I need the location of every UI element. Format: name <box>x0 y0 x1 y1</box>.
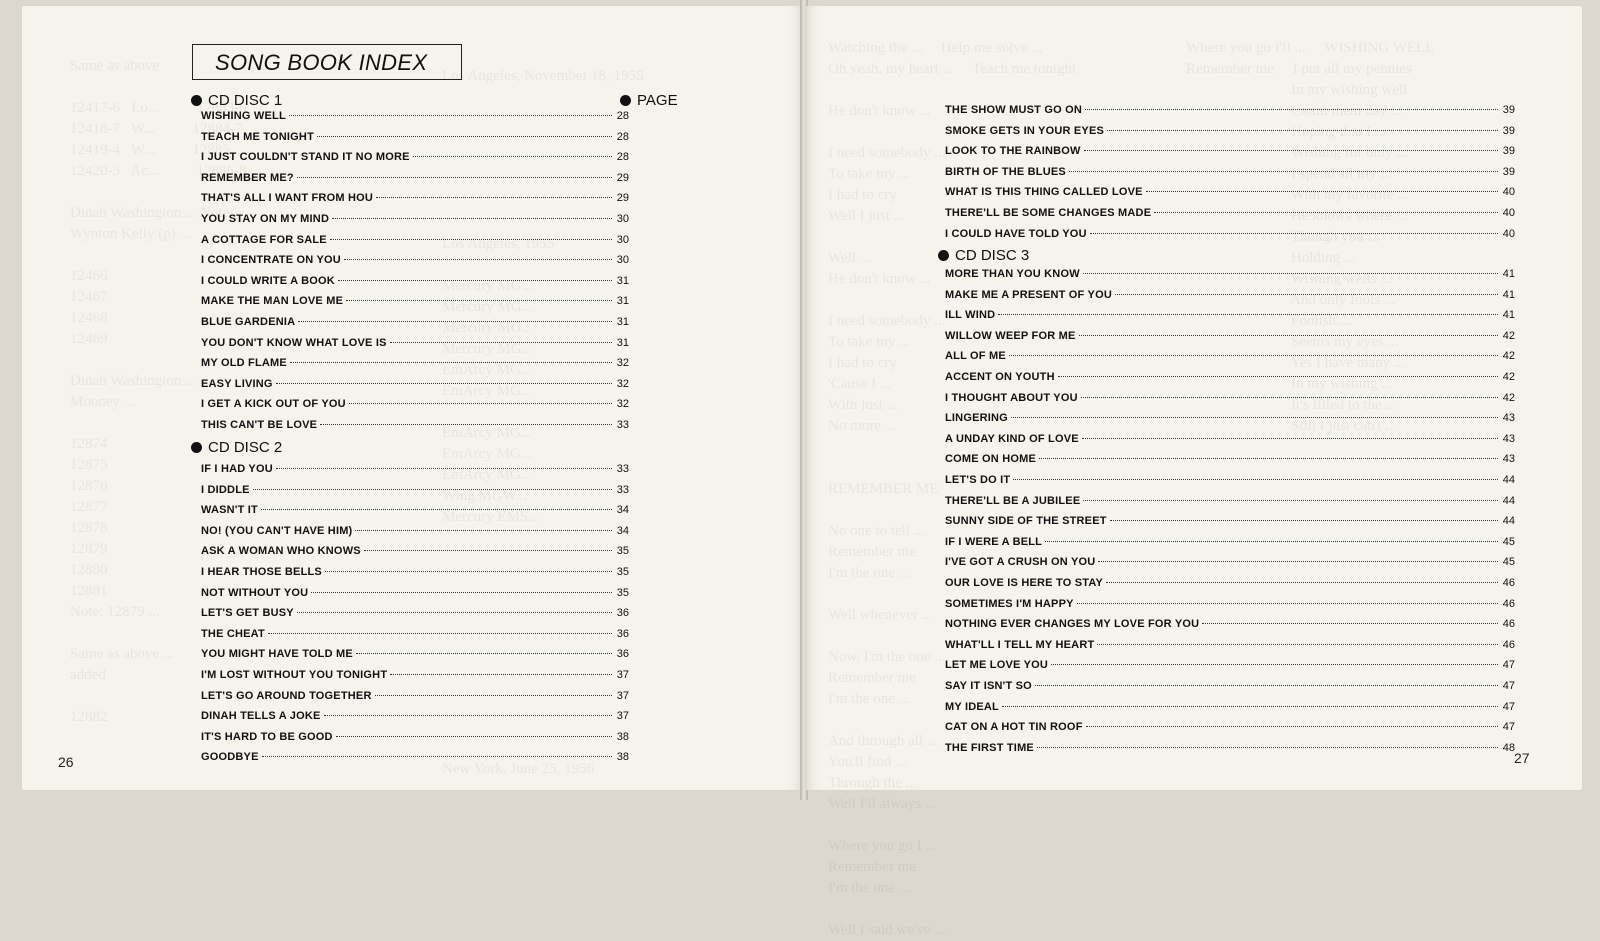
dot-leader <box>1002 706 1498 707</box>
song-title: EASY LIVING <box>201 377 273 390</box>
song-title: ACCENT ON YOUTH <box>945 371 1055 383</box>
dot-leader <box>1098 561 1498 562</box>
song-page: 40 <box>1502 207 1515 219</box>
dot-leader <box>1146 191 1498 192</box>
index-entry <box>945 680 1515 698</box>
index-entry <box>201 587 629 605</box>
song-page: 40 <box>1502 227 1515 240</box>
index-entry <box>201 192 629 210</box>
song-page: 30 <box>616 233 629 246</box>
song-page: 44 <box>1502 515 1515 528</box>
song-page: 37 <box>616 689 629 702</box>
song-page: 35 <box>616 545 629 558</box>
song-page: 40 <box>1502 186 1515 199</box>
dot-leader <box>1107 130 1498 131</box>
song-title: ASK A WOMAN WHO KNOWS <box>201 545 361 558</box>
page-heading-label: PAGE <box>637 92 678 109</box>
index-entry <box>945 309 1515 327</box>
index-entry <box>945 639 1515 657</box>
song-page: 37 <box>616 669 629 681</box>
dot-leader <box>390 342 612 343</box>
song-page: 28 <box>616 110 629 122</box>
song-page: 39 <box>1502 165 1515 178</box>
index-entry <box>201 690 629 708</box>
index-entry <box>945 453 1515 471</box>
song-page: 30 <box>616 213 629 225</box>
index-entry <box>201 669 629 687</box>
song-title: DINAH TELLS A JOKE <box>201 710 321 723</box>
dot-leader <box>338 280 612 281</box>
dot-leader <box>390 674 612 675</box>
song-page: 37 <box>616 710 629 723</box>
song-page: 45 <box>1502 556 1515 569</box>
index-entry <box>201 213 629 231</box>
song-page: 47 <box>1502 700 1515 713</box>
dot-leader <box>1009 355 1498 356</box>
index-entry <box>945 412 1515 430</box>
song-title: IF I HAD YOU <box>201 463 273 475</box>
index-entry <box>945 536 1515 554</box>
song-title: WHAT'LL I TELL MY HEART <box>945 638 1095 651</box>
song-title: MAKE THE MAN LOVE ME <box>201 295 344 308</box>
song-page: 34 <box>616 504 629 517</box>
index-entry <box>201 337 629 355</box>
song-title: COME ON HOME <box>945 453 1037 466</box>
disc1-heading <box>191 92 282 109</box>
bleed-through-text: Same as above 12417-6 Lo... 12883-6 12418-7 W... 12884-7 12419-4 W... 12885 12420-3 Ac... 12886-8 Dinah Washington ... Notes Wynton Kelly (p) ... 12466 12467 12468 12469 Dinah Washington ... Mooney ... 12874 12875 12876 12877 12878 12879 12880 12881 Note: 12879 ... Same as above ... added 12882 <box>70 58 247 725</box>
index-entry <box>201 151 629 169</box>
song-page: 46 <box>1502 577 1515 589</box>
dot-leader <box>376 197 612 198</box>
song-page: 33 <box>616 483 629 496</box>
song-page: 32 <box>616 398 629 411</box>
index-entry <box>201 751 629 769</box>
index-entry <box>945 350 1515 368</box>
index-entry <box>201 419 629 437</box>
page-number: 26 <box>58 754 74 770</box>
song-title: YOU STAY ON MY MIND <box>201 213 330 225</box>
dot-leader <box>262 756 612 757</box>
dot-leader <box>311 592 612 593</box>
index-entry <box>201 378 629 396</box>
song-title: I'M LOST WITHOUT YOU TONIGHT <box>201 669 388 681</box>
song-title: THIS CAN'T BE LOVE <box>201 419 318 431</box>
song-title: I CONCENTRATE ON YOU <box>201 254 341 267</box>
dot-leader <box>1069 171 1498 172</box>
song-title: SMOKE GETS IN YOUR EYES <box>945 124 1105 137</box>
right-page <box>806 6 1582 938</box>
song-page: 45 <box>1502 535 1515 548</box>
song-title: ILL WIND <box>945 309 996 322</box>
dot-leader <box>1106 582 1498 583</box>
index-entry <box>201 463 629 481</box>
dot-leader <box>330 239 612 240</box>
dot-leader <box>276 468 612 469</box>
song-title: A COTTAGE FOR SALE <box>201 233 327 246</box>
song-title: THERE'LL BE A JUBILEE <box>945 494 1081 507</box>
index-title: SONG BOOK INDEX <box>215 50 428 75</box>
page-column-heading <box>620 92 678 109</box>
index-entry <box>945 289 1515 307</box>
song-page: 46 <box>1502 597 1515 610</box>
song-title: MAKE ME A PRESENT OF YOU <box>945 288 1112 301</box>
dot-leader <box>1039 458 1498 459</box>
dot-leader <box>289 115 612 116</box>
dot-leader <box>1013 479 1498 480</box>
song-title: I GET A KICK OUT OF YOU <box>201 398 346 411</box>
song-page: 38 <box>616 730 629 743</box>
index-entry <box>201 254 629 272</box>
song-page: 29 <box>616 171 629 184</box>
dot-leader <box>1045 541 1498 542</box>
index-entry <box>945 371 1515 389</box>
song-page: 33 <box>616 419 629 431</box>
dot-leader <box>375 695 612 696</box>
song-title: GOODBYE <box>201 751 259 764</box>
song-title: THE CHEAT <box>201 627 265 640</box>
index-entry <box>201 607 629 625</box>
dot-leader <box>298 321 612 322</box>
song-title: THAT'S ALL I WANT FROM HOU <box>201 192 373 205</box>
song-page: 34 <box>616 524 629 537</box>
song-title: MORE THAN YOU KNOW <box>945 268 1080 280</box>
index-entry <box>201 710 629 728</box>
song-title: WASN'T IT <box>201 504 258 517</box>
index-entry <box>201 628 629 646</box>
index-entry <box>201 504 629 522</box>
dot-leader <box>276 383 612 384</box>
dot-leader <box>1090 233 1498 234</box>
song-page: 30 <box>616 254 629 267</box>
song-title: NOT WITHOUT YOU <box>201 586 309 599</box>
dot-leader <box>1110 520 1498 521</box>
song-title: I DIDDLE <box>201 483 250 496</box>
song-page: 42 <box>1502 391 1515 404</box>
index-entry <box>945 515 1515 533</box>
disc3-heading <box>938 247 1029 264</box>
dot-leader <box>1083 500 1498 501</box>
song-title: IF I WERE A BELL <box>945 535 1043 548</box>
dot-leader <box>253 489 612 490</box>
index-entry <box>201 357 629 375</box>
dot-leader <box>364 550 612 551</box>
song-title: THE FIRST TIME <box>945 741 1034 754</box>
song-page: 36 <box>616 627 629 640</box>
index-entry <box>945 598 1515 616</box>
index-entry <box>945 186 1515 204</box>
left-page <box>22 6 802 790</box>
song-page: 42 <box>1502 371 1515 383</box>
dot-leader <box>1084 150 1498 151</box>
song-title: REMEMBER ME? <box>201 171 294 184</box>
index-entry <box>945 495 1515 513</box>
index-entry <box>201 398 629 416</box>
dot-leader <box>324 715 612 716</box>
song-page: 44 <box>1502 474 1515 486</box>
index-entry <box>945 228 1515 246</box>
index-entry <box>945 618 1515 636</box>
index-title-box <box>192 44 462 80</box>
song-title: SOMETIMES I'M HAPPY <box>945 597 1074 610</box>
dot-leader <box>349 403 612 404</box>
song-title: LET'S GET BUSY <box>201 607 294 620</box>
song-page: 46 <box>1502 638 1515 651</box>
dot-leader <box>1058 376 1498 377</box>
song-page: 39 <box>1502 104 1515 116</box>
song-title: ALL OF ME <box>945 350 1006 363</box>
disc1-label: CD DISC 1 <box>208 92 283 109</box>
dot-leader <box>1085 109 1498 110</box>
index-entry <box>945 659 1515 677</box>
index-entry <box>945 577 1515 595</box>
dot-leader <box>998 314 1498 315</box>
dot-leader <box>1154 212 1498 213</box>
song-page: 43 <box>1502 412 1515 425</box>
song-title: LINGERING <box>945 412 1008 425</box>
dot-leader <box>1202 623 1498 624</box>
index-entry <box>945 330 1515 348</box>
index-entry <box>201 484 629 502</box>
song-title: LET'S GO AROUND TOGETHER <box>201 689 372 702</box>
dot-leader <box>1077 603 1498 604</box>
index-entry <box>945 125 1515 143</box>
song-title: I THOUGHT ABOUT YOU <box>945 391 1078 404</box>
dot-leader <box>297 177 612 178</box>
index-entry <box>945 207 1515 225</box>
index-entry <box>201 234 629 252</box>
dot-leader <box>356 653 612 654</box>
song-title: SUNNY SIDE OF THE STREET <box>945 515 1107 528</box>
song-page: 44 <box>1502 494 1515 507</box>
song-page: 32 <box>616 377 629 390</box>
song-title: NO! (YOU CAN'T HAVE HIM) <box>201 524 353 537</box>
song-page: 29 <box>616 192 629 205</box>
song-page: 41 <box>1502 288 1515 301</box>
song-title: THERE'LL BE SOME CHANGES MADE <box>945 207 1152 219</box>
song-title: TEACH ME TONIGHT <box>201 130 314 143</box>
dot-leader <box>1037 747 1498 748</box>
song-page: 47 <box>1502 659 1515 672</box>
song-title: WISHING WELL <box>201 110 286 122</box>
dot-leader <box>268 633 612 634</box>
song-title: WILLOW WEEP FOR ME <box>945 329 1076 342</box>
index-entry <box>201 545 629 563</box>
index-entry <box>201 172 629 190</box>
song-page: 31 <box>616 295 629 308</box>
dot-leader <box>1081 397 1498 398</box>
song-title: I JUST COULDN'T STAND IT NO MORE <box>201 151 410 164</box>
song-page: 43 <box>1502 432 1515 445</box>
song-page: 31 <box>616 336 629 349</box>
song-page: 42 <box>1502 329 1515 342</box>
song-page: 41 <box>1502 268 1515 280</box>
song-title: LET'S DO IT <box>945 474 1011 486</box>
dot-leader <box>1035 685 1498 686</box>
song-title: I'VE GOT A CRUSH ON YOU <box>945 556 1096 569</box>
bullet-icon <box>191 95 202 106</box>
index-entry <box>945 166 1515 184</box>
song-page: 28 <box>616 130 629 143</box>
index-entry <box>201 316 629 334</box>
dot-leader <box>1051 664 1498 665</box>
song-title: LET ME LOVE YOU <box>945 659 1049 672</box>
song-page: 28 <box>616 151 629 164</box>
song-page: 33 <box>616 463 629 475</box>
song-title: BIRTH OF THE BLUES <box>945 165 1066 178</box>
song-title: MY IDEAL <box>945 700 999 713</box>
song-page: 39 <box>1502 145 1515 158</box>
song-title: YOU MIGHT HAVE TOLD ME <box>201 648 353 661</box>
song-title: LOOK TO THE RAINBOW <box>945 145 1081 158</box>
dot-leader <box>290 362 612 363</box>
index-entry <box>945 721 1515 739</box>
dot-leader <box>297 612 612 613</box>
song-title: WHAT IS THIS THING CALLED LOVE <box>945 186 1143 199</box>
song-title: SAY IT ISN'T SO <box>945 680 1032 692</box>
dot-leader <box>344 259 612 260</box>
song-title: BLUE GARDENIA <box>201 316 296 328</box>
index-entry <box>201 525 629 543</box>
song-page: 41 <box>1502 309 1515 322</box>
index-entry <box>945 268 1515 286</box>
song-page: 36 <box>616 607 629 620</box>
song-page: 31 <box>616 274 629 287</box>
song-title: IT'S HARD TO BE GOOD <box>201 730 333 743</box>
song-page: 46 <box>1502 618 1515 631</box>
song-title: I COULD WRITE A BOOK <box>201 274 335 287</box>
dot-leader <box>1097 644 1498 645</box>
dot-leader <box>346 300 612 301</box>
song-page: 43 <box>1502 453 1515 466</box>
disc2-heading <box>191 439 282 456</box>
dot-leader <box>336 736 612 737</box>
index-entry <box>945 556 1515 574</box>
page-number: 27 <box>1514 750 1530 766</box>
bullet-icon <box>620 95 631 106</box>
song-page: 47 <box>1502 721 1515 734</box>
index-entry <box>201 110 629 128</box>
dot-leader <box>355 530 612 531</box>
dot-leader <box>1083 273 1498 274</box>
song-page: 48 <box>1502 741 1515 754</box>
song-page: 36 <box>616 648 629 661</box>
index-entry <box>945 742 1515 760</box>
index-entry <box>945 701 1515 719</box>
song-page: 32 <box>616 357 629 370</box>
song-title: CAT ON A HOT TIN ROOF <box>945 721 1083 734</box>
index-entry <box>945 474 1515 492</box>
bleed-through-text: Watching the ... Help me solve ... Oh yeah, my heart ... Teach me tonight He don't know ... I need somebody ... To take my ... I had to cry Well I just ... Well ... He don't know ... I need somebody ... To take my ... I had to cry 'Cause I ... With just ... No more ... REMEMBER ME No one to tell ... Remember me I'm the one ... Well whenever ... Now, I'm the one ... Remember me I'm the one ... And through all ... You'll find ... Through the ... Well I'll always ... Where you go I ... Remember me I'm the one ... Well I said we've ... <box>828 40 1077 938</box>
bleed-through-text-3: Where you go I'll ... WISHING WELL Remember me I put all my pennies In my wishing well Count them day ... Hoping that I ... Wishing for only ... I spend all my ... With my favorite ... He knows where ... Though you ... Holding ... Wishing wells ... And only fools ... Foolish ... Seems my eyes ... Yes I have many ... In my wishing ... It's filled to the ... Still I just can't ... <box>1186 40 1435 434</box>
index-entry <box>945 104 1515 122</box>
song-page: 47 <box>1502 680 1515 692</box>
index-entry <box>201 275 629 293</box>
dot-leader <box>317 136 612 137</box>
song-title: I COULD HAVE TOLD YOU <box>945 227 1087 240</box>
index-entry <box>201 295 629 313</box>
index-entry <box>201 131 629 149</box>
disc3-label: CD DISC 3 <box>955 247 1030 264</box>
dot-leader <box>332 218 612 219</box>
bleed-through-text-2: Los Angeles, November 18, 1955 Los Angeles, 1955 Mercury MG... Mercury MG... Mercury MG... Mercury MG... EmArcy MG... EmArcy MG... EmArcy MG... EmArcy MG... EmArcy MG... Wing MGW... Mercury EMS... New York, June 25, 1956 <box>442 68 644 777</box>
index-entry <box>201 648 629 666</box>
index-entry <box>945 145 1515 163</box>
dot-leader <box>1082 438 1498 439</box>
bullet-icon <box>938 250 949 261</box>
dot-leader <box>325 571 612 572</box>
dot-leader <box>261 509 612 510</box>
dot-leader <box>1086 726 1498 727</box>
song-page: 35 <box>616 586 629 599</box>
dot-leader <box>1011 417 1498 418</box>
song-title: OUR LOVE IS HERE TO STAY <box>945 577 1104 589</box>
song-title: MY OLD FLAME <box>201 357 287 370</box>
song-title: A UNDAY KIND OF LOVE <box>945 432 1079 445</box>
bullet-icon <box>191 442 202 453</box>
index-entry <box>201 566 629 584</box>
index-entry <box>945 392 1515 410</box>
song-page: 38 <box>616 751 629 764</box>
song-page: 31 <box>616 316 629 328</box>
song-title: I HEAR THOSE BELLS <box>201 566 322 578</box>
index-entry <box>201 731 629 749</box>
song-page: 39 <box>1502 124 1515 137</box>
song-title: NOTHING EVER CHANGES MY LOVE FOR YOU <box>945 618 1200 631</box>
dot-leader <box>1115 294 1498 295</box>
index-entry <box>945 433 1515 451</box>
dot-leader <box>413 156 612 157</box>
song-page: 42 <box>1502 350 1515 363</box>
dot-leader <box>320 424 612 425</box>
dot-leader <box>1079 335 1499 336</box>
song-title: YOU DON'T KNOW WHAT LOVE IS <box>201 336 387 349</box>
disc2-label: CD DISC 2 <box>208 439 283 456</box>
song-page: 35 <box>616 566 629 578</box>
song-title: THE SHOW MUST GO ON <box>945 104 1083 116</box>
